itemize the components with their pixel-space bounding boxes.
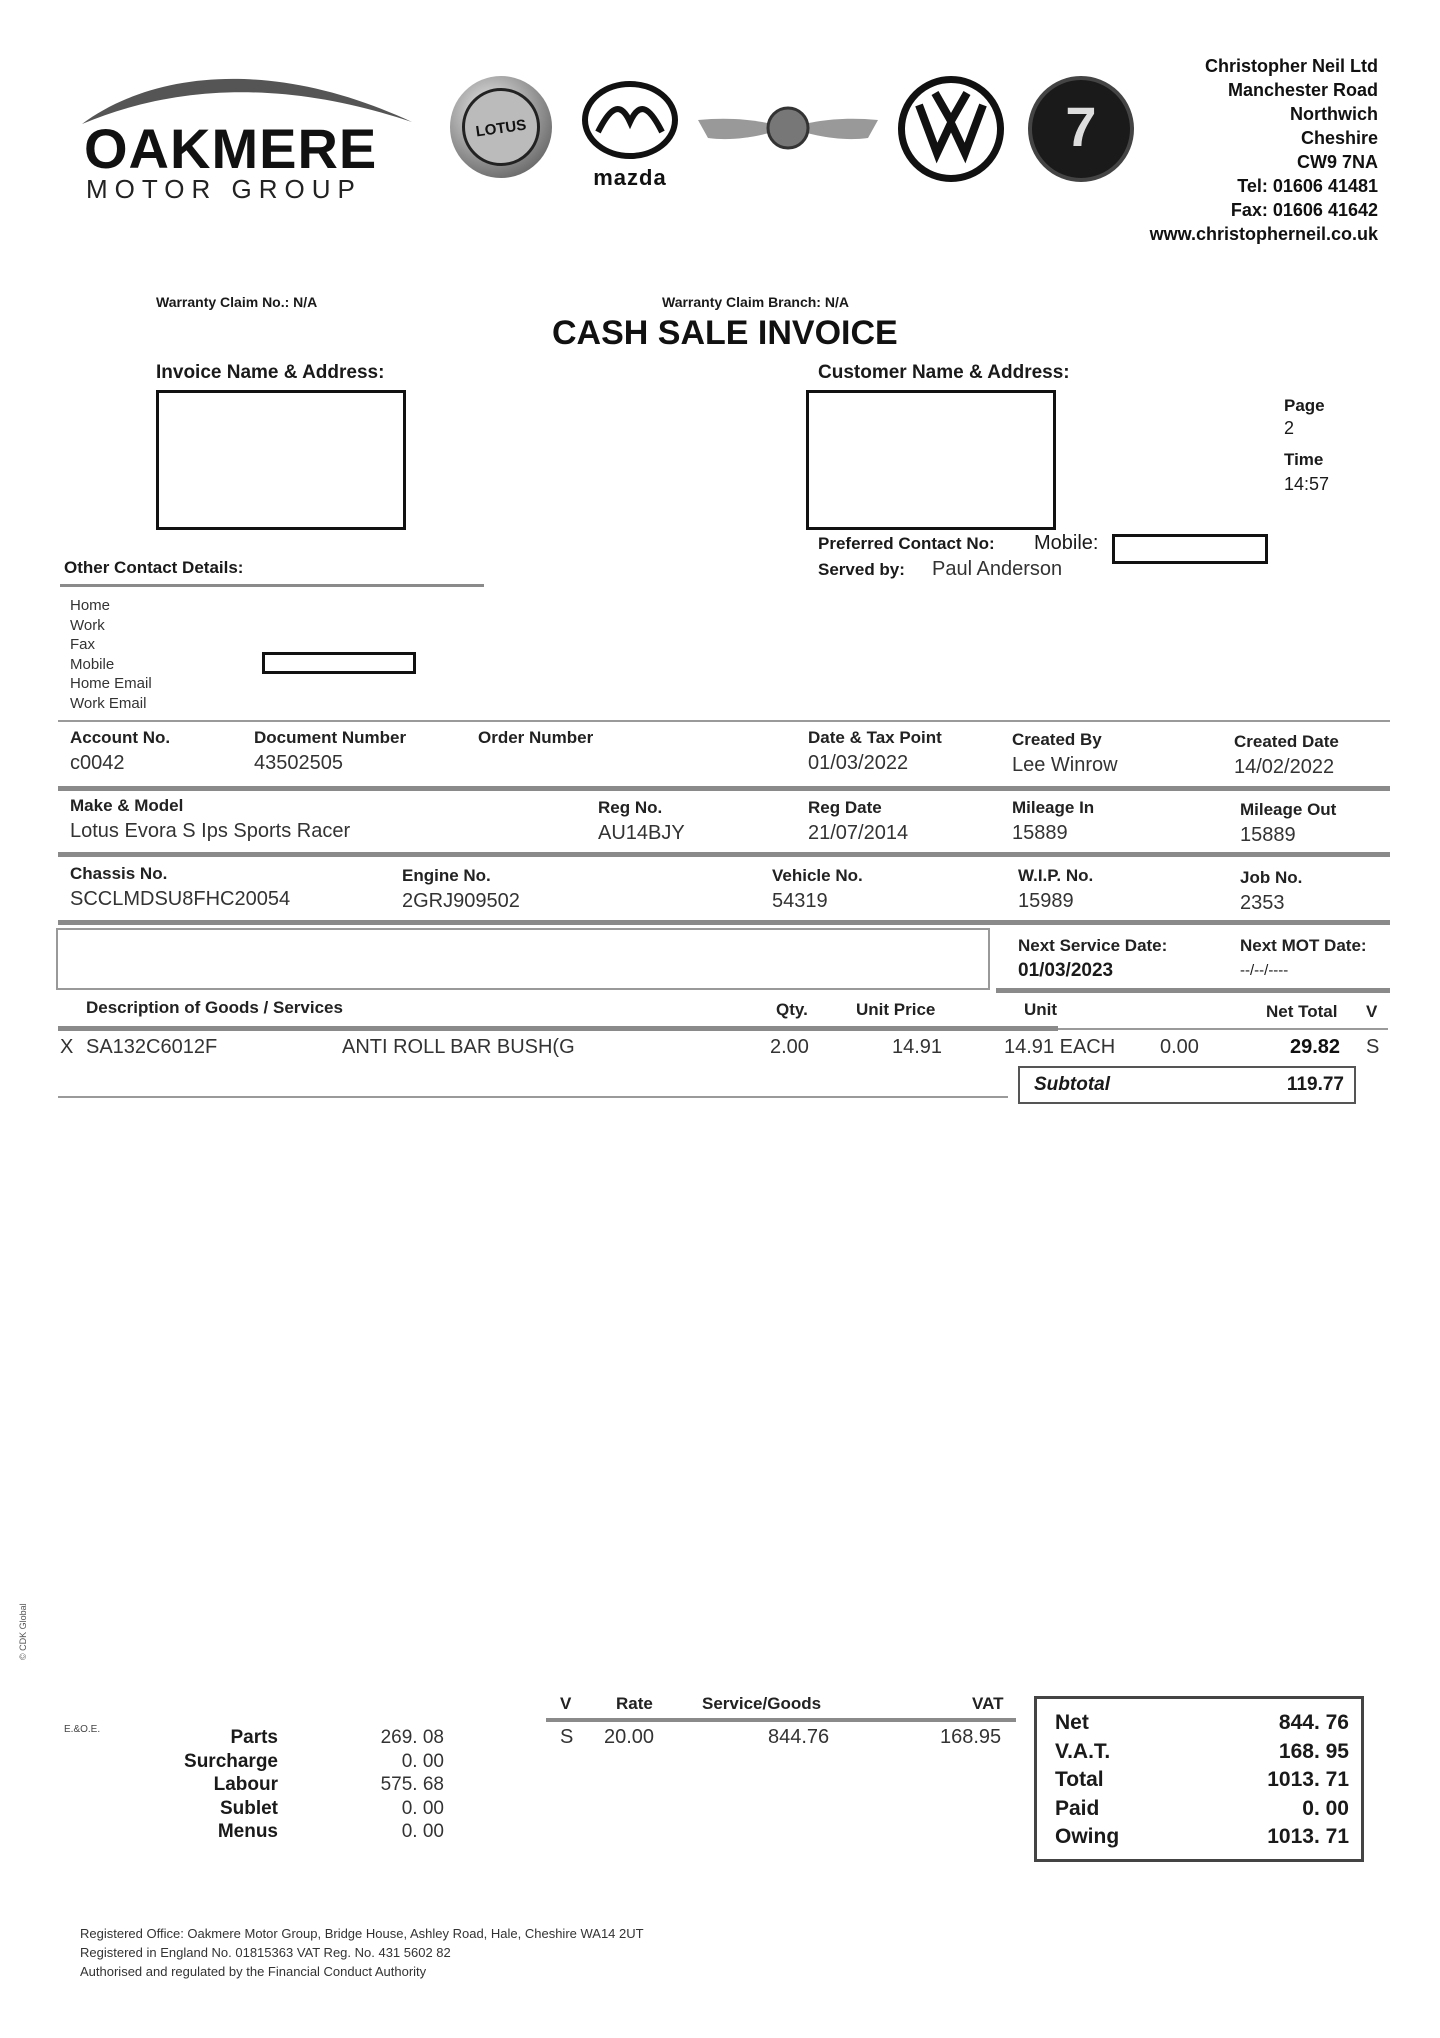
account-no-value: c0042 <box>70 752 125 774</box>
mazda-logo-icon <box>580 80 680 160</box>
vat-col-vat: VAT <box>972 1694 1004 1713</box>
lotus-logo-icon: LOTUS <box>450 76 552 178</box>
totals-total-value: 1013. 71 <box>1267 1768 1349 1791</box>
other-contact-title: Other Contact Details: <box>64 558 244 577</box>
brand-sub: MOTOR GROUP <box>86 174 362 204</box>
totals-net-label: Net <box>1055 1711 1089 1734</box>
invoice-title: CASH SALE INVOICE <box>552 314 898 352</box>
summary-surcharge-value: 0. 00 <box>401 1750 444 1772</box>
totals-values <box>1267 1709 1349 1852</box>
items-end-rule <box>58 1096 1008 1098</box>
totals-total-label: Total <box>1055 1768 1104 1791</box>
other-contact-list <box>70 596 152 713</box>
item-unit: 14.91 EACH <box>1004 1036 1116 1058</box>
summary-sublet-value: 0. 00 <box>401 1797 444 1819</box>
vat-row-v: S <box>560 1726 574 1748</box>
vat-row-rate: 20.00 <box>604 1726 655 1748</box>
col-net-total: Net Total <box>1266 1002 1338 1021</box>
footer-registration: Registered in England No. 01815363 VAT Reg. No. 431 5602 82 <box>80 1945 451 1960</box>
next-service-label: Next Service Date: <box>1018 936 1168 955</box>
mileage-out-value: 15889 <box>1240 824 1296 846</box>
totals-owing-value: 1013. 71 <box>1267 1825 1349 1848</box>
summary-menus-value: 0. 00 <box>401 1821 444 1842</box>
totals-vat-label: V.A.T. <box>1055 1739 1111 1763</box>
contact-home: Home <box>70 597 111 614</box>
table-row <box>0 1032 1440 1062</box>
summary-parts-label: Parts <box>230 1727 278 1748</box>
item-unit-price: 14.91 <box>892 1036 943 1058</box>
item-net-total: 29.82 <box>1290 1036 1341 1058</box>
company-tel: Tel: 01606 41481 <box>1237 176 1378 196</box>
col-unit: Unit <box>1024 1000 1058 1019</box>
reg-date-value: 21/07/2014 <box>808 822 909 844</box>
vat-col-service-goods: Service/Goods <box>702 1694 822 1713</box>
served-by-label: Served by: <box>818 560 905 579</box>
company-fax: Fax: 01606 41642 <box>1230 200 1378 220</box>
preferred-contact-label: Preferred Contact No: <box>818 534 995 553</box>
company-street: Manchester Road <box>1227 80 1378 100</box>
item-qty: 2.00 <box>770 1036 809 1058</box>
totals-paid-value: 0. 00 <box>1302 1796 1349 1820</box>
warranty-claim-no: Warranty Claim No.: N/A <box>156 294 318 310</box>
service-bottom-rule <box>996 988 1390 993</box>
contact-fax: Fax <box>70 636 96 653</box>
subtotal-box <box>1018 1066 1356 1104</box>
invoice-name-label: Invoice Name & Address: <box>156 362 385 383</box>
reg-date-label: Reg Date <box>808 798 882 817</box>
mileage-in-label: Mileage In <box>1012 798 1095 817</box>
footer-authorisation: Authorised and regulated by the Financial Conduct Authority <box>80 1964 427 1979</box>
customer-name-label: Customer Name & Address: <box>818 362 1070 383</box>
mileage-in-value: 15889 <box>1012 822 1068 844</box>
next-mot-label: Next MOT Date: <box>1240 936 1367 955</box>
warranty-claim-branch: Warranty Claim Branch: N/A <box>662 294 849 310</box>
mobile-redacted <box>1112 534 1268 564</box>
totals-labels <box>1055 1709 1119 1852</box>
time-label: Time <box>1284 450 1324 469</box>
totals-paid-label: Paid <box>1055 1796 1100 1820</box>
document-number-value: 43502505 <box>254 752 343 774</box>
summary-surcharge-label: Surcharge <box>184 1750 278 1772</box>
account-no-label: Account No. <box>70 728 171 747</box>
created-by-value: Lee Winrow <box>1012 754 1118 776</box>
subtotal-label: Subtotal <box>1034 1074 1110 1095</box>
job-no-label: Job No. <box>1240 868 1303 887</box>
row4-top-rule <box>58 920 1390 925</box>
customer-address-redacted <box>806 390 1056 530</box>
company-town: Northwich <box>1290 104 1378 124</box>
job-no-value: 2353 <box>1240 892 1285 914</box>
col-unit-price: Unit Price <box>856 1000 936 1019</box>
wip-no-value: 15989 <box>1018 890 1074 912</box>
date-tax-point-label: Date & Tax Point <box>808 728 942 747</box>
vat-header-rule <box>546 1718 1016 1722</box>
contact-home-email: Home Email <box>70 675 152 692</box>
other-contact-rule <box>60 584 484 587</box>
company-name: Christopher Neil Ltd <box>1204 56 1378 76</box>
other-mobile-redacted <box>262 652 416 674</box>
wip-no-label: W.I.P. No. <box>1018 866 1094 885</box>
contact-work-email: Work Email <box>70 694 147 712</box>
items-header-rule-right <box>1058 1028 1388 1030</box>
company-county: Cheshire <box>1300 128 1378 148</box>
vat-row-service-goods: 844.76 <box>768 1726 830 1748</box>
col-v: V <box>1366 1002 1378 1021</box>
row2-top-rule <box>58 786 1390 791</box>
vw-logo-icon <box>898 76 1004 182</box>
invoice-address-redacted <box>156 390 406 530</box>
morgan-logo-icon <box>698 98 878 158</box>
vat-col-v: V <box>560 1694 572 1713</box>
document-number-label: Document Number <box>254 728 407 747</box>
summary-labour-label: Labour <box>213 1774 278 1795</box>
caterham-logo-icon: 7 <box>1028 76 1134 182</box>
created-by-label: Created By <box>1012 730 1102 749</box>
eoe-note: E.&O.E. <box>64 1724 101 1735</box>
summary-sublet-label: Sublet <box>219 1797 278 1819</box>
reg-no-label: Reg No. <box>598 798 663 817</box>
row3-top-rule <box>58 852 1390 857</box>
totals-box <box>1034 1696 1364 1862</box>
next-service-value: 01/03/2023 <box>1018 960 1114 981</box>
items-header-rule <box>58 1026 1058 1031</box>
engine-no-label: Engine No. <box>402 866 491 885</box>
footer <box>80 1924 644 1981</box>
summary-menus-label: Menus <box>217 1821 278 1842</box>
make-model-value: Lotus Evora S Ips Sports Racer <box>70 820 351 842</box>
subtotal-value: 119.77 <box>1286 1074 1344 1095</box>
footer-registered-office: Registered Office: Oakmere Motor Group, Bridge House, Ashley Road, Hale, Cheshire WA14 2UT <box>80 1926 644 1941</box>
totals-net-value: 844. 76 <box>1278 1711 1349 1734</box>
contact-mobile: Mobile <box>70 655 115 673</box>
mazda-logo: mazda <box>580 80 680 190</box>
oakmere-logo <box>72 52 422 202</box>
summary-labour-value: 575. 68 <box>380 1774 444 1795</box>
company-web: www.christopherneil.co.uk <box>1149 224 1378 244</box>
item-v: S <box>1366 1036 1380 1058</box>
totals-owing-label: Owing <box>1055 1825 1120 1848</box>
row1-top-rule <box>58 720 1390 722</box>
engine-no-value: 2GRJ909502 <box>402 890 520 912</box>
contact-work: Work <box>70 616 105 634</box>
created-date-value: 14/02/2022 <box>1234 756 1335 778</box>
time-value: 14:57 <box>1284 474 1330 494</box>
vat-row-vat: 168.95 <box>940 1726 1002 1748</box>
served-by-value: Paul Anderson <box>932 558 1063 580</box>
vehicle-no-label: Vehicle No. <box>772 866 863 885</box>
chassis-no-value: SCCLMDSU8FHC20054 <box>70 888 291 910</box>
chassis-no-label: Chassis No. <box>70 864 168 883</box>
vat-col-rate: Rate <box>616 1694 653 1713</box>
preferred-contact-type: Mobile: <box>1034 532 1099 554</box>
date-tax-point-value: 01/03/2022 <box>808 752 909 774</box>
item-flag: X <box>60 1036 74 1058</box>
totals-vat-value: 168. 95 <box>1278 1739 1349 1763</box>
make-model-label: Make & Model <box>70 796 184 815</box>
notes-box <box>56 928 990 990</box>
brand-main: OAKMERE <box>84 117 378 180</box>
company-address <box>1048 54 1378 246</box>
item-part-no: SA132C6012F <box>86 1036 218 1058</box>
page-label: Page <box>1284 396 1325 415</box>
item-description: ANTI ROLL BAR BUSH(G <box>342 1036 575 1058</box>
company-postcode: CW9 7NA <box>1296 152 1378 172</box>
summary-values <box>330 1726 444 1844</box>
side-code: © CDK Global <box>18 1603 28 1660</box>
created-date-label: Created Date <box>1234 732 1339 751</box>
summary-labels <box>120 1726 278 1844</box>
vehicle-no-value: 54319 <box>772 890 828 912</box>
mileage-out-label: Mileage Out <box>1240 800 1337 819</box>
next-mot-value: --/--/---- <box>1240 962 1289 979</box>
reg-no-value: AU14BJY <box>598 822 685 844</box>
col-description: Description of Goods / Services <box>86 998 343 1017</box>
item-disc: 0.00 <box>1160 1036 1199 1058</box>
col-qty: Qty. <box>776 1000 808 1019</box>
order-number-label: Order Number <box>478 728 594 747</box>
page-value: 2 <box>1284 418 1295 438</box>
summary-parts-value: 269. 08 <box>380 1727 444 1748</box>
